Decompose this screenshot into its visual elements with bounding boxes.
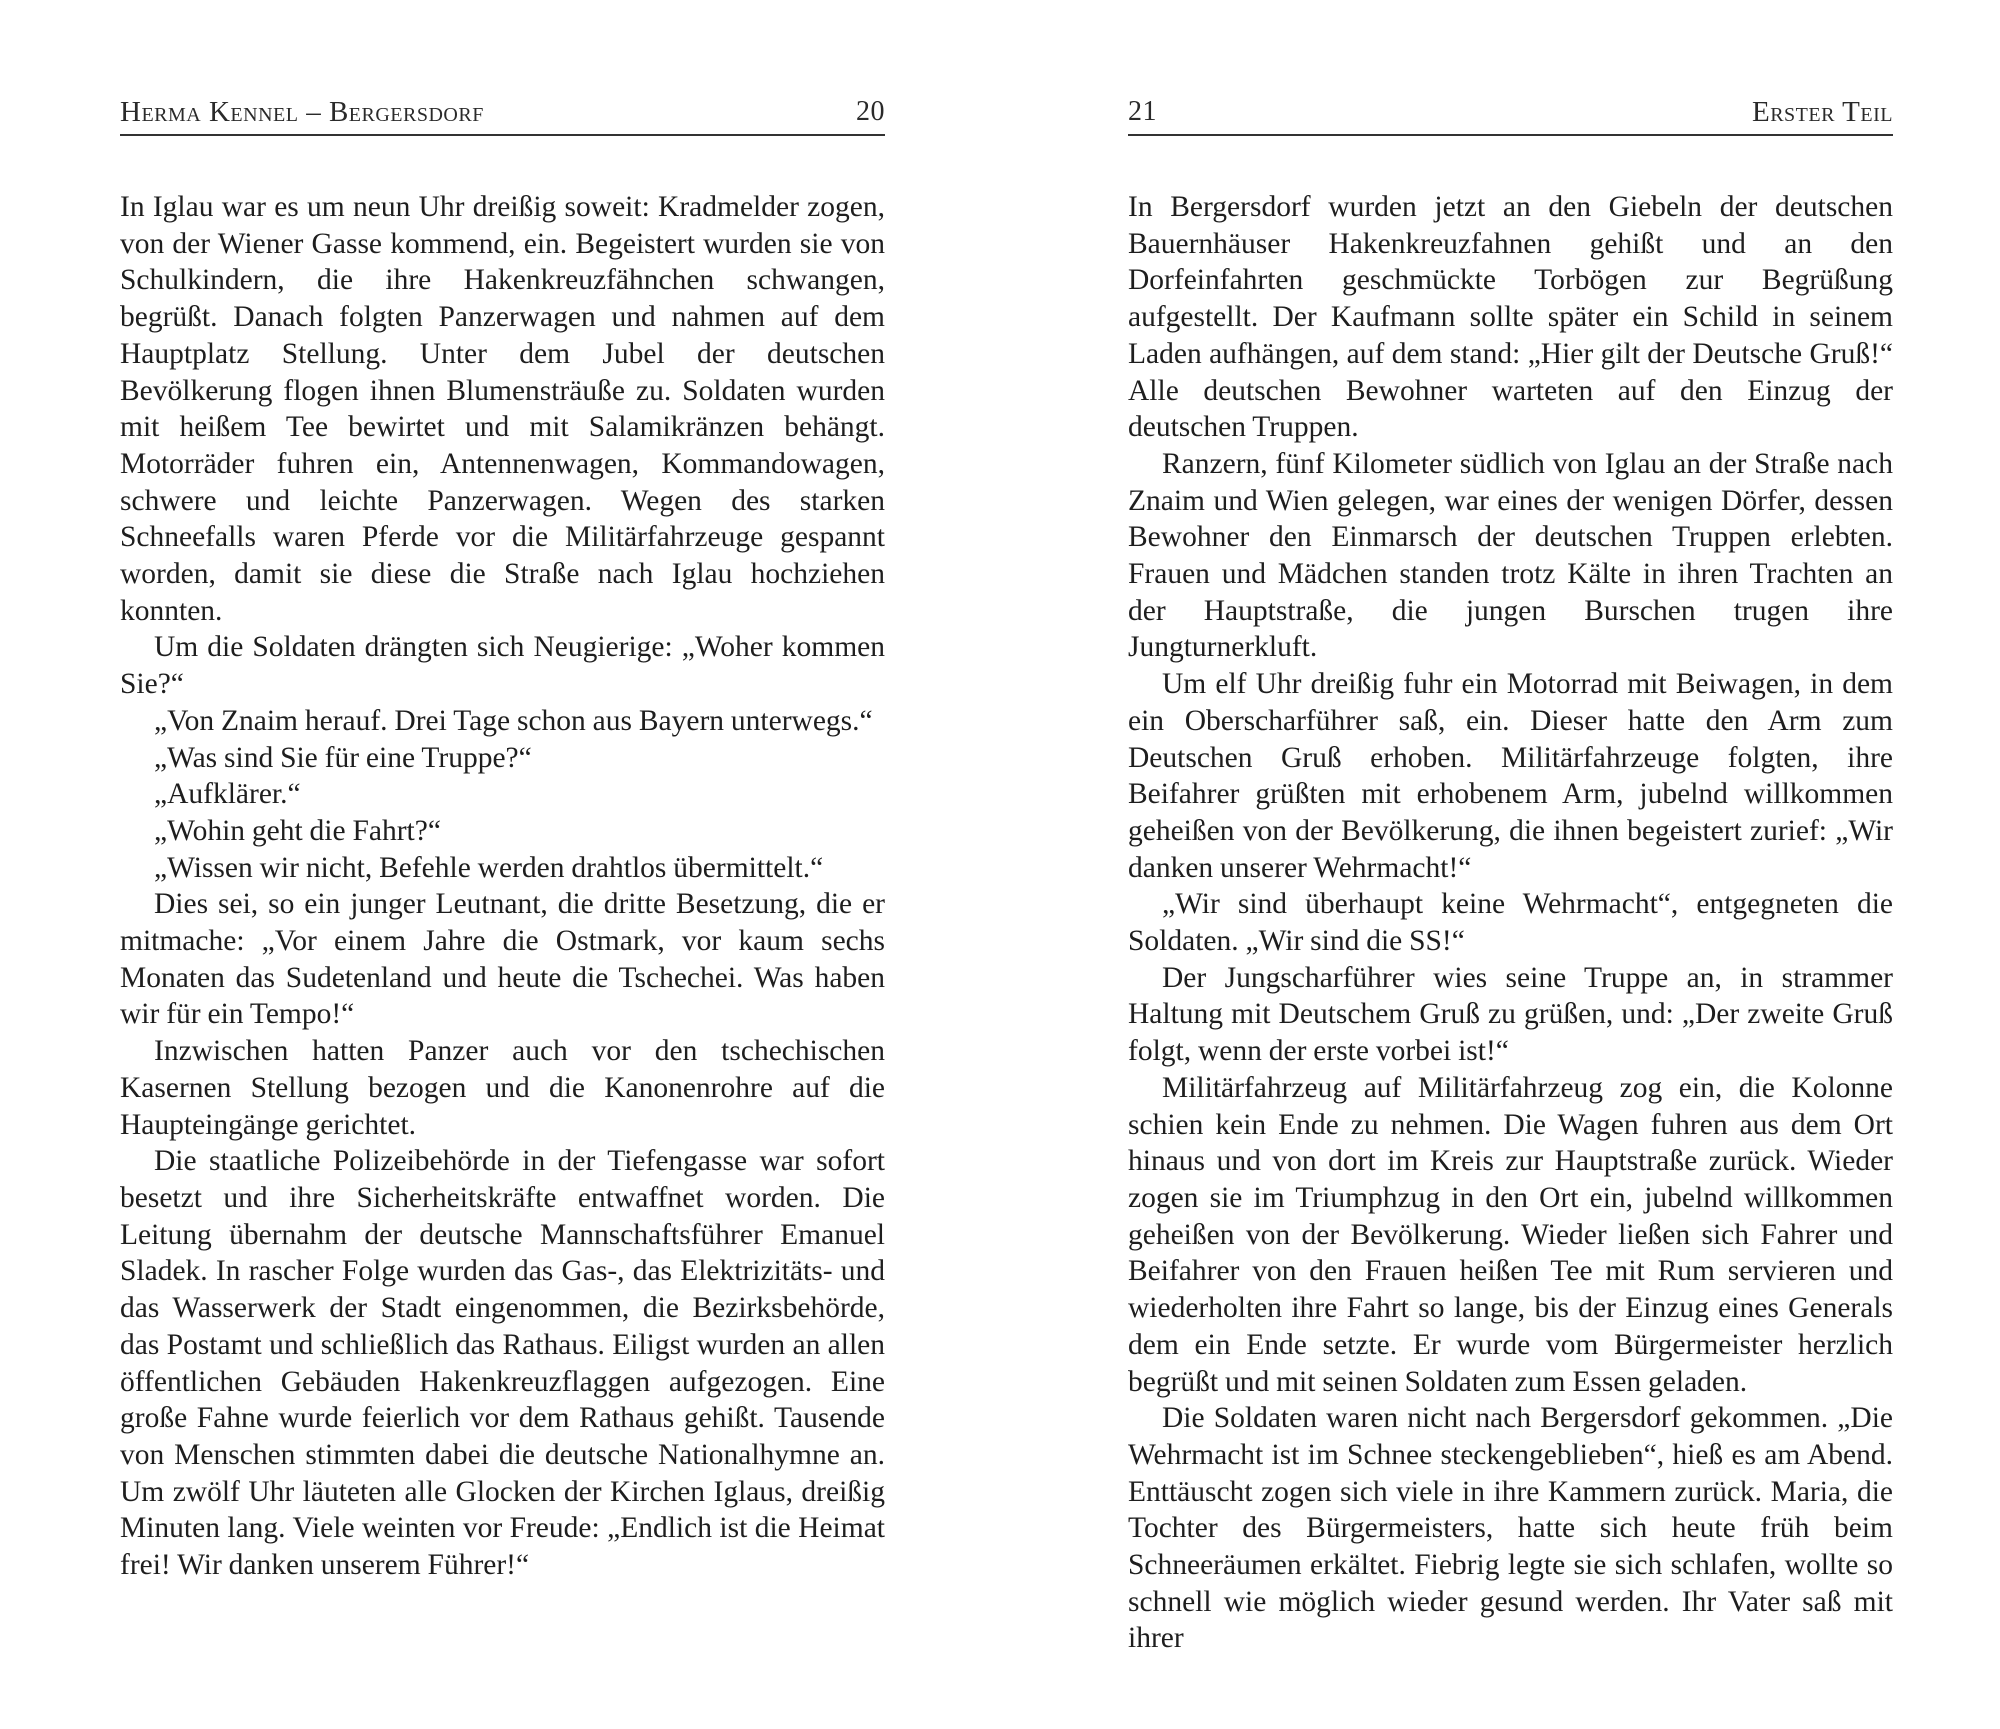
paragraph: „Aufklärer.“ <box>154 778 301 811</box>
paragraph: „Wissen wir nicht, Befehle werden drahtlos übermittelt.“ <box>154 851 824 884</box>
running-title-right: Erster Teil <box>1752 96 1893 128</box>
right-page <box>1128 0 1893 1729</box>
left-page <box>120 0 885 1729</box>
page-number-right: 21 <box>1128 96 1157 127</box>
paragraph: „Wohin geht die Fahrt?“ <box>154 814 441 847</box>
paragraph: Die staatliche Polizeibehörde in der Tiefengasse war sofort besetzt und ihre Sicherheitskräfte entwaffnet worden. Die Leitung übernahm der deutsche Mannschaftsführer Emanuel Sladek. In rascher Folge wurden das Gas-, das Elektrizitäts- und das Wasserwerk der Stadt eingenommen, die Bezirksbehörde, das Postamt und schließlich das Rathaus. Eiligst wurden an allen öffentlichen Gebäuden Hakenkreuzflaggen aufgezogen. Eine große Fahne wurde feierlich vor dem Rathaus gehißt. Tausende von Menschen stimmten dabei die deutsche Nationalhymne an. Um zwölf Uhr läuteten alle Glocken der Kirchen Iglaus, dreißig Minuten lang. Viele weinten vor Freude: „Endlich ist die Heimat frei! Wir danken unserem Führer!“ <box>120 1145 885 1582</box>
right-page-body <box>1128 189 1893 1657</box>
page-number-left: 20 <box>856 96 885 127</box>
paragraph: Um elf Uhr dreißig fuhr ein Motorrad mit Beiwagen, in dem ein Oberscharführer saß, ein. Dieser hatte den Arm zum Deutschen Gruß erhoben. Militärfahrzeuge folgten, ihre Beifahrer grüßten mit erhobenem Arm, jubelnd willkommen geheißen von der Bevölkerung, die ihnen begeistert zurief: „Wir danken unserer Wehrmacht!“ <box>1128 668 1893 884</box>
paragraph: In Iglau war es um neun Uhr dreißig soweit: Kradmelder zogen, von der Wiener Gasse kommend, ein. Begeistert wurden sie von Schulkindern, die ihre Hakenkreuzfähnchen schwangen, begrüßt. Danach folgten Panzerwagen und nahmen auf dem Hauptplatz Stellung. Unter dem Jubel der deutschen Bevölkerung flogen ihnen Blumensträuße zu. Soldaten wurden mit heißem Tee bewirtet und mit Salamikränzen behängt. Motorräder fuhren ein, Antennenwagen, Kommandowagen, schwere und leichte Panzerwagen. Wegen des starken Schneefalls waren Pferde vor die Militärfahrzeuge gespannt worden, damit sie diese die Straße nach Iglau hochziehen konnten. <box>120 191 885 627</box>
paragraph: „Was sind Sie für eine Truppe?“ <box>154 741 532 774</box>
left-page-body <box>120 189 885 1584</box>
paragraph: In Bergersdorf wurden jetzt an den Giebeln der deutschen Bauernhäuser Hakenkreuzfahnen gehißt und an den Dorfeinfahrten geschmückte Torbögen zur Begrüßung aufgestellt. Der Kaufmann sollte später ein Schild in seinem Laden aufhängen, auf dem stand: „Hier gilt der Deutsche Gruß!“ Alle deutschen Bewohner warteten auf den Einzug der deutschen Truppen. <box>1128 191 1893 444</box>
paragraph: „Von Znaim herauf. Drei Tage schon aus Bayern unterwegs.“ <box>154 704 873 737</box>
paragraph: „Wir sind überhaupt keine Wehrmacht“, entgegneten die Soldaten. „Wir sind die SS!“ <box>1128 888 1893 958</box>
paragraph: Dies sei, so ein junger Leutnant, die dritte Besetzung, die er mitmache: „Vor einem Jahre die Ostmark, vor kaum sechs Monaten das Sudetenland und heute die Tschechei. Was haben wir für ein Tempo!“ <box>120 888 885 1031</box>
right-page-header <box>1128 92 1893 136</box>
running-title-left: Herma Kennel – Bergersdorf <box>120 96 484 128</box>
paragraph: Ranzern, fünf Kilometer südlich von Iglau an der Straße nach Znaim und Wien gelegen, war eines der wenigen Dörfer, dessen Bewohner den Einmarsch der deutschen Truppen erlebten. Frauen und Mädchen standen trotz Kälte in ihren Trachten an der Hauptstraße, die jungen Burschen trugen ihre Jungturnerkluft. <box>1128 447 1893 664</box>
paragraph: Militärfahrzeug auf Militärfahrzeug zog ein, die Kolonne schien kein Ende zu nehmen. Die Wagen fuhren aus dem Ort hinaus und von dort im Kreis zur Hauptstraße zurück. Wieder zogen sie im Triumphzug in den Ort ein, jubelnd willkommen geheißen von der Bevölkerung. Wieder ließen sich Fahrer und Beifahrer von den Frauen heißen Tee mit Rum servieren und wiederholten ihre Fahrt so lange, bis der Einzug eines Generals dem ein Ende setzte. Er wurde vom Bürgermeister herzlich begrüßt und mit seinen Soldaten zum Essen geladen. <box>1128 1071 1893 1398</box>
paragraph: Um die Soldaten drängten sich Neugierige: „Woher kommen Sie?“ <box>120 631 885 701</box>
paragraph: Inzwischen hatten Panzer auch vor den tschechischen Kasernen Stellung bezogen und die Kanonenrohre auf die Haupteingänge gerichtet. <box>120 1035 885 1141</box>
paragraph: Die Soldaten waren nicht nach Bergersdorf gekommen. „Die Wehrmacht ist im Schnee steckengeblieben“, hieß es am Abend. Enttäuscht zogen sich viele in ihre Kammern zurück. Maria, die Tochter des Bürgermeisters, hatte sich heute früh beim Schneeräumen erkältet. Fiebrig legte sie sich schlafen, wollte so schnell wie möglich wieder gesund werden. Ihr Vater saß mit ihrer <box>1128 1402 1893 1655</box>
left-page-header <box>120 92 885 136</box>
paragraph: Der Jungscharführer wies seine Truppe an, in strammer Haltung mit Deutschem Gruß zu grüßen, und: „Der zweite Gruß folgt, wenn der erste vorbei ist!“ <box>1128 961 1893 1068</box>
